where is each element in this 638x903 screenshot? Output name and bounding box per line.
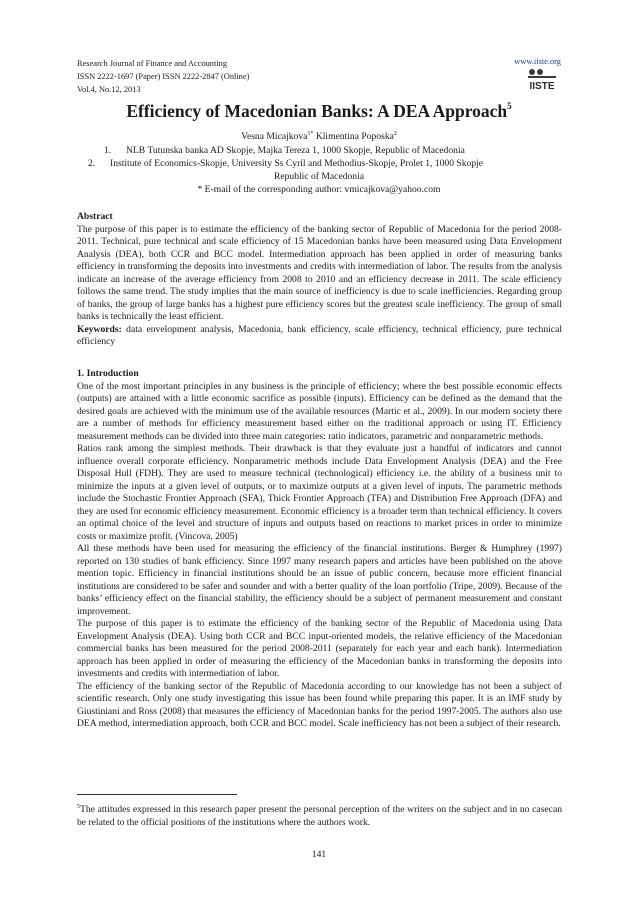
intro-paragraph: The purpose of this paper is to estimate the efficiency of the banking sector of the Republic of Macedonia using Data Envelopment Analysis (DEA). Using both CCR and BCC input-oriented models, the relative efficiency of the Macedonian commercial banks has been measured for the period 2008-2011 (separately for each year and each bank). Intermediation approach has been applied in order of measuring the efficiency of the Macedonian banks in transforming the deposits into investments and credits with intermediation of labor.: [77, 618, 562, 679]
intro-paragraph: All these methods have been used for measuring the efficiency of the financial institutions. Berger & Humphrey (1997) reported on 130 studies of bank efficiency. Since 1997 many research papers and articles have been published on the above mention topic. Efficiency in financial institutions should be an issue of public concern, because more efficient financial institutions are considered to be safer and sounder and with a better quality of the loan portfolio (Tripe, 2009). Because of the banks’ efficiency effect on the financial stability, the efficiency should be a subject of permanent measurement and constant improvement.: [77, 543, 562, 617]
abstract-heading: Abstract: [77, 211, 113, 222]
keywords-text: data envelopment analysis, Macedonia, bank efficiency, scale efficiency, technical efficiency, pure technical efficiency: [77, 323, 562, 347]
introduction-heading: 1. Introduction: [77, 368, 139, 379]
author-2-marker: 2: [393, 131, 397, 137]
author-1-marker: 1*: [307, 131, 314, 137]
corresponding-email: * E-mail of the corresponding author: vmicajkova@yahoo.com: [197, 184, 441, 195]
intro-paragraph: The efficiency of the banking sector of the Republic of Macedonia according to our knowledge has not been a subject of scientific research. Only one study investigating this issue has been found while preparing this paper. It is an IMF study by Giustiniani and Ross (2008) that measures the efficiency of Macedonian banks for the period 1997-2005. The authors also use DEA method, intermediation approach, both CCR and BCC model. Scale inefficiency has not been a subject of their research.: [77, 680, 562, 729]
footnote: [77, 801, 562, 829]
keywords-line: [77, 324, 562, 349]
affiliation-1: [104, 145, 584, 157]
paper-title: [0, 101, 638, 122]
journal-name: Research Journal of Finance and Accounting: [77, 59, 228, 68]
introduction-section: [77, 368, 562, 731]
intro-paragraph: One of the most important principles in any business is the principle of efficiency; where the best possible economic effects (outputs) are attained with a little economic sacrifice as possible (inputs). Efficiency can be defined as the demand that the desired goals are achieved with the minimum use of the available resources (Martic et al., 2009). In our modern society there are a number of methods for efficiency measurement based either on the traditional approach or using IT. Efficiency measurement methods can be divided into three main categories: ratio indicators, parametric and nonparametric methods.: [77, 380, 562, 442]
footnote-divider: [77, 794, 237, 795]
author-2: Klimentina Poposka: [315, 131, 394, 143]
journal-issn: ISSN 2222-1697 (Paper) ISSN 2222-2847 (Online): [77, 72, 250, 81]
author-1: Vesna Micajkova: [241, 131, 308, 143]
keywords-label: Keywords:: [77, 323, 122, 335]
footnote-marker: 5: [77, 804, 80, 810]
affiliation-1-number: 1.: [104, 145, 112, 156]
abstract-section: [77, 211, 562, 349]
paper-title-text: Efficiency of Macedonian Banks: A DEA Approach: [126, 101, 508, 121]
journal-url-link[interactable]: www.iiste.org: [514, 57, 561, 66]
affiliation-2-number: 2.: [88, 158, 96, 169]
iiste-logo: [522, 66, 562, 92]
affiliation-2-country: Republic of Macedonia: [273, 171, 365, 182]
affiliation-2-text: Institute of Economics-Skopje, University Ss Cyril and Methodius-Skopje, Prolet 1, 1000 Skopje: [110, 158, 484, 169]
footnote-text: The attitudes expressed in this research paper present the personal perception of the writers on the subject and in no casecan be related to the official positions of the institutions where the authors work.: [77, 804, 562, 828]
abstract-text: The purpose of this paper is to estimate the efficiency of the banking sector of Republic of Macedonia for the period 2008-2011. Technical, pure technical and scale efficiency of 15 Macedonian banks have been measured using Data Envelopment Analysis (DEA), both CCR and BCC model. Intermediation approach has been applied in order of measuring banks efficiency in transforming the deposits into investments and credits with intermediation of labor. The results from the analysis indicate an increase of the average efficiency from 2008 to 2010 and an efficiency decrease in 2011. The scale efficiency follows the same trend. The study implies that the main source of inefficiency is due to scale inefficiencies. Regarding group of banks, the group of large banks has a highest pure efficiency scores but the greatest scale inefficiency. The group of small banks is technically the least efficient.: [77, 223, 562, 322]
affiliation-1-text: NLB Tutunska banka AD Skopje, Majka Tereza 1, 1000 Skopje, Republic of Macedonia: [126, 145, 465, 156]
logo-text: IISTE: [529, 81, 555, 92]
page-number: 141: [311, 849, 327, 860]
journal-header: [77, 57, 249, 96]
authors: [0, 131, 638, 142]
intro-paragraph: Ratios rank among the simplest methods. Their drawback is that they evaluate just a handful of indicators and cannot influence overall corporate efficiency. Nonparametric methods include Data Envelopment Analysis (DEA) and the Free Disposal Hull (FDH). They are used to measure technical (technological) efficiency i.e. the ability of a business unit to minimize the inputs at a given level of outputs, or to maximize outputs at a given level of inputs. The parametric methods include the Stochastic Frontier Approach (SFA), Thick Frontier Approach (TFA) and Distribution Free Approach (DFA) and they are used for economic efficiency measurement. Economic efficiency is a broader term than technical efficiency. It covers an optimal choice of the level and structure of inputs and outputs based on reactions to market prices in order to minimize costs or maximize profit. (Vincova, 2005): [77, 443, 562, 542]
title-footnote-marker: 5: [507, 101, 512, 111]
affiliation-2: [88, 158, 568, 170]
journal-volume: Vol.4, No.12, 2013: [77, 85, 141, 94]
